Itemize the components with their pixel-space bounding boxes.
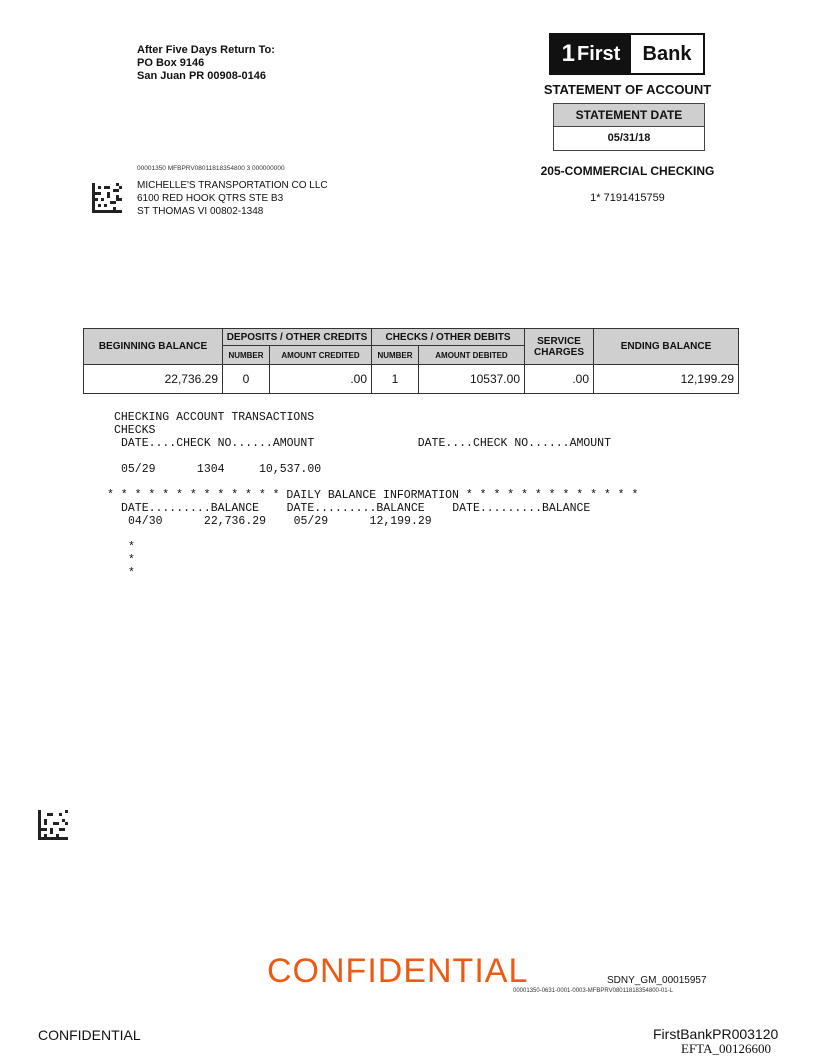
mail-code: 00001350 MFBPRV08011818354800 3 000000000: [137, 165, 285, 172]
balance-summary-table: [83, 328, 739, 394]
return-line-1: After Five Days Return To:: [137, 44, 275, 56]
header-amount-credited: AMOUNT CREDITED: [270, 346, 372, 365]
header-beginning-balance: BEGINNING BALANCE: [84, 329, 223, 365]
daily-balance-column-headers: DATE.........BALANCE DATE.........BALANCE DATE.........BALANCE: [121, 502, 591, 515]
value-deposits-number: 0: [223, 365, 270, 394]
account-number: 1* 7191415759: [590, 192, 665, 204]
daily-balance-heading: * * * * * * * * * * * * * DAILY BALANCE INFORMATION * * * * * * * * * * * * *: [107, 489, 639, 502]
bank-logo: [549, 33, 705, 75]
star-marker: *: [128, 554, 135, 567]
value-checks-number: 1: [372, 365, 419, 394]
header-checks-number: NUMBER: [372, 346, 419, 365]
statement-date-value: 05/31/18: [607, 132, 651, 144]
star-marker: *: [128, 541, 135, 554]
check-row: 05/29 1304 10,537.00: [121, 463, 322, 476]
transactions-heading: CHECKING ACCOUNT TRANSACTIONS: [114, 411, 315, 424]
value-amount-debited: 10537.00: [419, 365, 525, 394]
customer-name: MICHELLE'S TRANSPORTATION CO LLC: [137, 180, 328, 191]
confidential-watermark: CONFIDENTIAL: [267, 952, 529, 990]
customer-city: ST THOMAS VI 00802-1348: [137, 206, 264, 217]
return-line-2: PO Box 9146: [137, 57, 205, 69]
sdny-bates: SDNY_GM_00015957: [607, 975, 707, 986]
header-deposits: DEPOSITS / OTHER CREDITS: [223, 329, 372, 346]
checks-column-headers: DATE....CHECK NO......AMOUNT DATE....CHECK NO......AMOUNT: [121, 437, 611, 450]
statement-title: STATEMENT OF ACCOUNT: [543, 82, 712, 97]
tiny-page-code: 00001350-0631-0001-0003-MFBPRV08011818354800-01-L: [513, 988, 673, 994]
daily-balance-row: 04/30 22,736.29 05/29 12,199.29: [128, 515, 432, 528]
customer-street: 6100 RED HOOK QTRS STE B3: [137, 193, 284, 204]
confidential-footer: CONFIDENTIAL: [38, 1027, 141, 1043]
header-service-charges: SERVICE CHARGES: [525, 329, 594, 365]
header-checks: CHECKS / OTHER DEBITS: [372, 329, 525, 346]
return-address: [137, 44, 275, 83]
logo-one: 1: [561, 40, 575, 67]
logo-first-text: First: [577, 42, 621, 65]
statement-date-box: [553, 103, 705, 151]
value-ending-balance: 12,199.29: [594, 365, 739, 394]
barcode-2d-icon: [92, 183, 122, 213]
value-service-charges: .00: [525, 365, 594, 394]
bates-number: FirstBankPR003120: [653, 1026, 779, 1042]
header-amount-debited: AMOUNT DEBITED: [419, 346, 525, 365]
efta-number: EFTA_00126600: [681, 1041, 771, 1056]
logo-bank: Bank: [642, 42, 692, 65]
barcode-2d-icon: [38, 810, 68, 840]
account-type: 205-COMMERCIAL CHECKING: [540, 164, 715, 178]
return-line-3: San Juan PR 00908-0146: [137, 70, 267, 82]
mailing-address: [137, 179, 328, 218]
logo-first: [551, 35, 631, 73]
statement-date-label: STATEMENT DATE: [554, 104, 704, 127]
value-beginning-balance: 22,736.29: [84, 365, 223, 394]
star-marker: *: [128, 567, 135, 580]
header-ending-balance: ENDING BALANCE: [594, 329, 739, 365]
value-amount-credited: .00: [270, 365, 372, 394]
checks-heading: CHECKS: [114, 424, 156, 437]
header-deposits-number: NUMBER: [223, 346, 270, 365]
